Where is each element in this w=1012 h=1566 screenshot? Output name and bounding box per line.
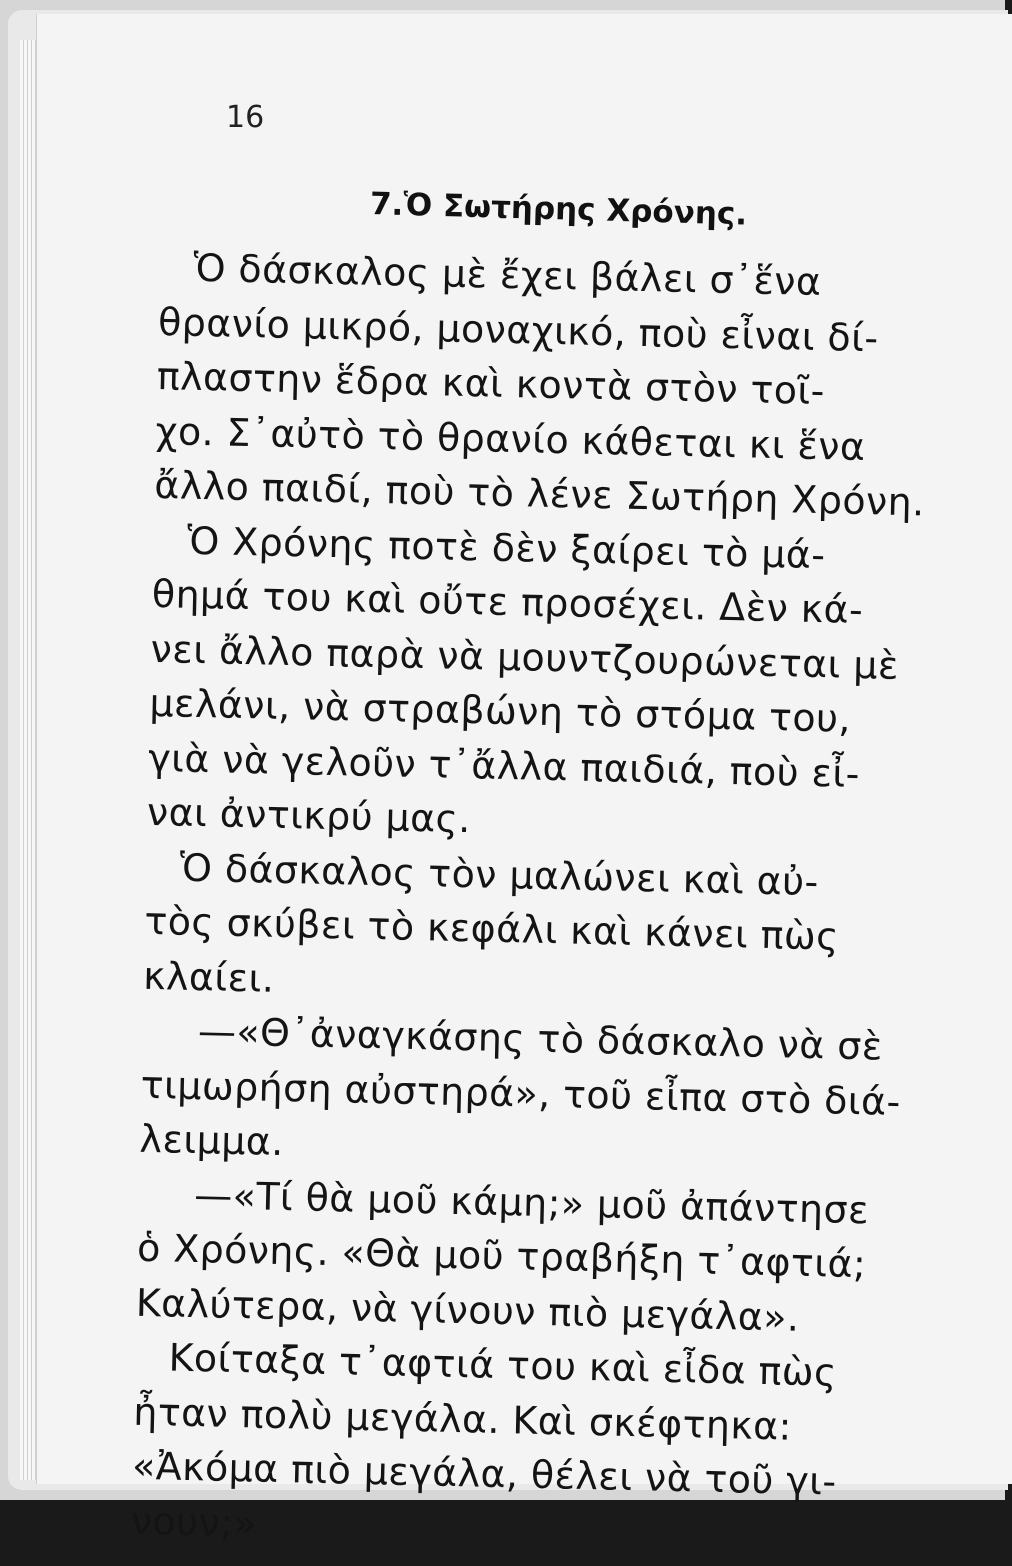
text-line: Ὁ Χρόνης ποτὲ δὲν ξαίρει τὸ μά- xyxy=(186,518,826,577)
text-line: Κοίταξα τ᾽αφτιά του καὶ εἶδα πὼς xyxy=(168,1335,838,1395)
text-line: θημά του καὶ οὔτε προσέχει. Δὲν κά- xyxy=(151,571,864,633)
text-line: ναι ἀντικρύ μας. xyxy=(146,789,472,842)
text-line: νουν;» xyxy=(130,1498,258,1546)
body-text xyxy=(130,240,979,1566)
text-line: Ὁ δάσκαλος τὸν μαλώνει καὶ αὐ- xyxy=(179,845,820,904)
text-line: —«Τί θὰ μοῦ κάμη;» μοῦ ἀπάντησε xyxy=(193,1172,870,1232)
text-line: «Ἀκόμα πιὸ μεγάλα, θέλει νὰ τοῦ γι- xyxy=(131,1443,838,1504)
text-line: —«Θ᾽ἀναγκάσης τὸ δάσκαλο νὰ σὲ xyxy=(197,1009,884,1069)
text-line: ἦταν πολὺ μεγάλα. Καὶ σκέφτηκα: xyxy=(132,1389,793,1449)
page-number: 16 xyxy=(226,100,265,135)
text-line: λειμμα. xyxy=(139,1116,285,1165)
text-line: ὁ Χρόνης. «Θὰ μοῦ τραβήξη τ᾽αφτιά; xyxy=(136,1225,867,1287)
text-line: πλαστην ἕδρα καὶ κοντὰ στὸν τοῖ- xyxy=(156,353,826,414)
text-line: ἄλλο παιδί, ποὺ τὸ λένε Σωτήρη Χρόνη. xyxy=(153,462,926,525)
text-line: νει ἄλλο παρὰ νὰ μουντζουρώνεται μὲ xyxy=(150,626,900,688)
text-line: κλαίει. xyxy=(142,953,275,1001)
text-line: τιμωρήση αὐστηρά», τοῦ εἶπα στὸ διά- xyxy=(140,1062,902,1124)
text-line: γιὰ νὰ γελοῦν τ᾽ἄλλα παιδιά, ποὺ εἶ- xyxy=(147,735,861,796)
chapter-title: 7.Ὁ Σωτήρης Χρόνης. xyxy=(369,186,748,233)
text-line: θρανίο μικρό, μοναχικό, ποὺ εἶναι δί- xyxy=(157,299,879,360)
text-line: Ὁ δάσκαλος μὲ ἔχει βάλει σ᾽ἕνα xyxy=(192,245,822,305)
text-line: τὸς σκύβει τὸ κεφάλι καὶ κάνει πὼς xyxy=(144,898,840,959)
text-line: μελάνι, νὰ στραβώνη τὸ στόμα του, xyxy=(148,680,852,741)
text-line: χο. Σ᾽αὐτὸ τὸ θρανίο κάθεται κι ἕνα xyxy=(155,408,866,469)
text-line: Καλύτερα, νὰ γίνουν πιὸ μεγάλα». xyxy=(135,1280,800,1340)
